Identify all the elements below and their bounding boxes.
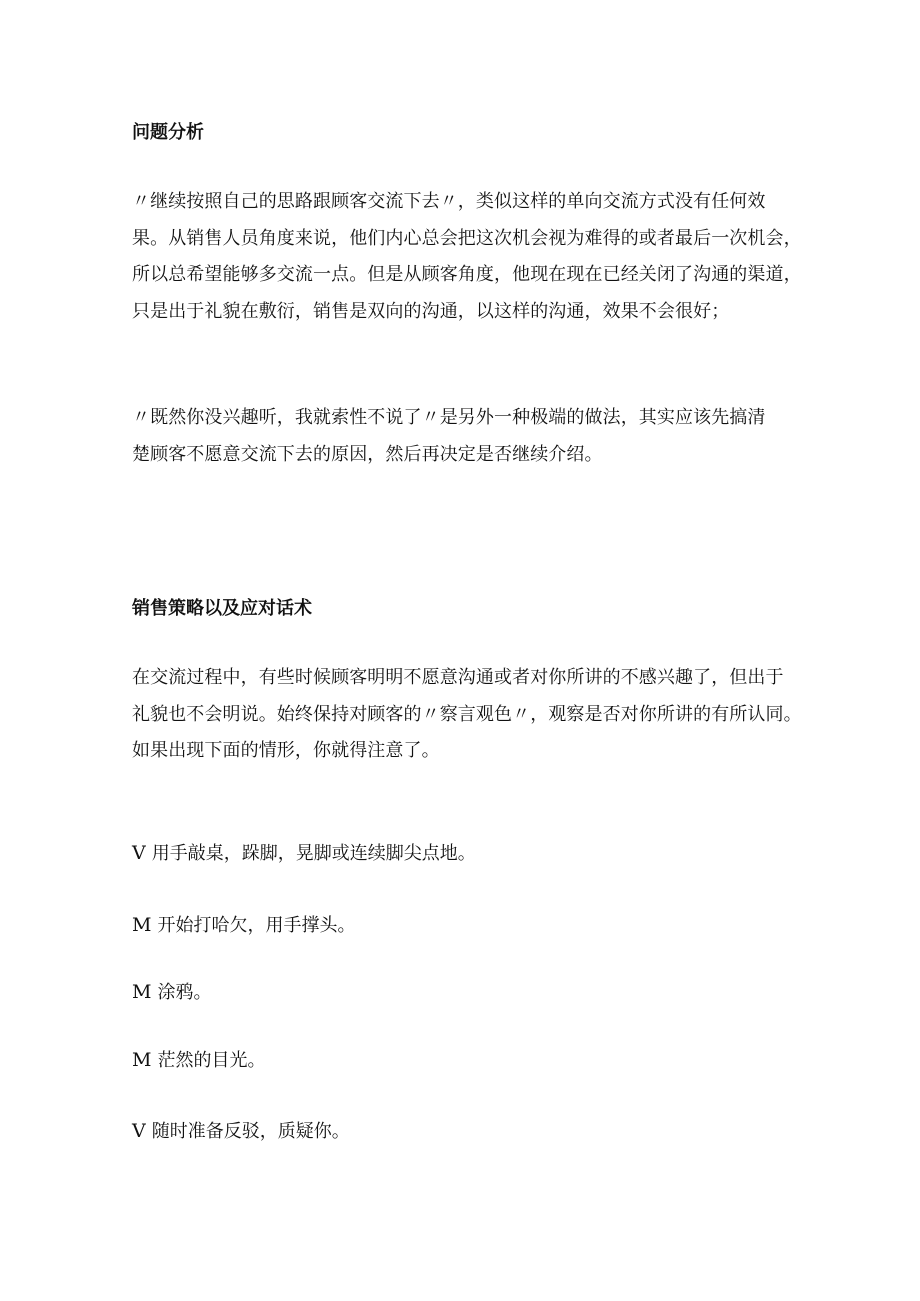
bullet-mark: M — [132, 981, 152, 1003]
bullet-mark: M — [132, 1049, 152, 1071]
list-item-text: 开始打哈欠，用手撑头。 — [157, 915, 356, 936]
paragraph-line: 如果出现下面的情形，你就得注意了。 — [132, 740, 440, 761]
section-heading-problem-analysis: 问题分析 — [132, 122, 204, 143]
paragraph-line: 〃继续按照自己的思路跟顾客交流下去〃，类似这样的单向交流方式没有任何效 — [132, 191, 766, 212]
paragraph-line: 在交流过程中，有些时候顾客明明不愿意沟通或者对你所讲的不感兴趣了，但出于 — [132, 667, 784, 688]
paragraph-line: 只是出于礼貌在敷衍，销售是双向的沟通，以这样的沟通，效果不会很好； — [132, 300, 730, 322]
paragraph-line: 〃既然你没兴趣听，我就索性不说了〃是另外一种极端的做法，其实应该先搞清 — [132, 407, 766, 428]
list-item-text: 随时准备反驳，质疑你。 — [151, 1121, 350, 1142]
list-item-text: 用手敲桌，跺脚，晃脚或连续脚尖点地。 — [151, 843, 476, 864]
list-item — [132, 980, 211, 1005]
list-item-text: 涂鸦。 — [157, 982, 212, 1003]
paragraph-line: 礼貌也不会明说。始终保持对顾客的〃察言观色〃，观察是否对你所讲的有所认同。 — [132, 703, 802, 725]
paragraph-strategy — [132, 660, 804, 770]
bullet-mark: V — [132, 842, 146, 864]
list-item — [132, 1048, 265, 1073]
list-item-text: 茫然的目光。 — [157, 1050, 266, 1071]
paragraph-line: 所以总希望能够多交流一点。但是从顾客角度，他现在现在已经关闭了沟通的渠道， — [132, 264, 802, 285]
paragraph-line: 果。从销售人员角度来说，他们内心总会把这次机会视为难得的或者最后一次机会， — [132, 227, 802, 249]
bullet-mark: M — [132, 914, 152, 936]
list-item — [132, 913, 355, 938]
paragraph-analysis-two — [132, 400, 804, 473]
paragraph-analysis-one — [132, 184, 804, 330]
paragraph-line: 楚顾客不愿意交流下去的原因，然后再决定是否继续介绍。 — [132, 443, 603, 465]
bullet-mark: V — [132, 1120, 146, 1142]
list-item — [132, 841, 476, 866]
section-heading-sales-strategy: 销售策略以及应对话术 — [132, 598, 312, 619]
list-item — [132, 1119, 350, 1144]
